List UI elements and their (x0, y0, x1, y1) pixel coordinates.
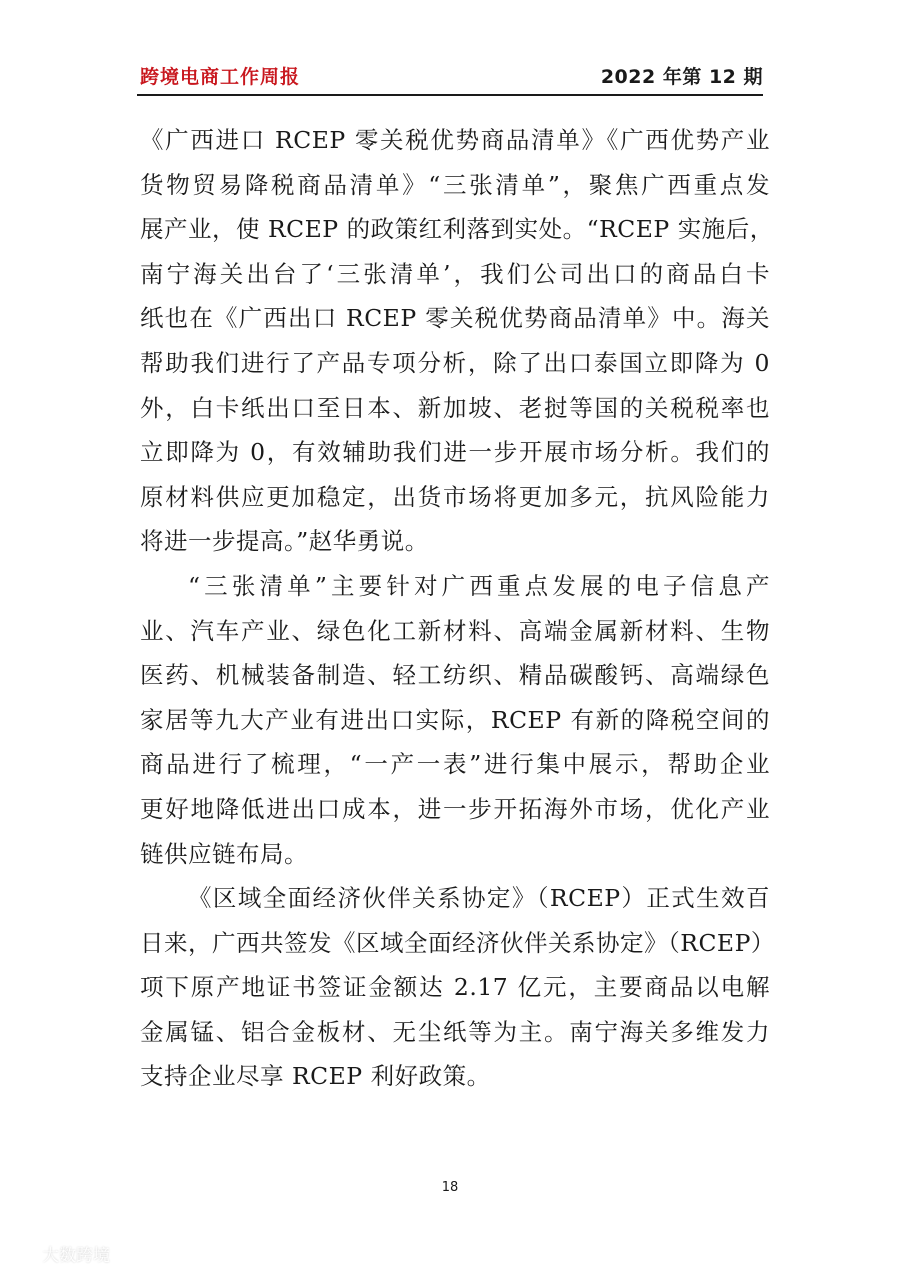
text-line: 外，白卡纸出口至日本、新加坡、老挝等国的关税税率也 (140, 393, 770, 422)
text-line: 货物贸易降税商品清单》“三张清单”，聚焦广西重点发 (140, 170, 770, 199)
text-line: 将进一步提高。”赵华勇说。 (140, 527, 429, 556)
page-number: 18 (441, 1180, 459, 1195)
text-line: 帮助我们进行了产品专项分析，除了出口泰国立即降为 0 (140, 348, 770, 377)
text-line: 《区域全面经济伙伴关系协定》（RCEP）正式生效百 (188, 884, 770, 913)
text-line: 医药、机械装备制造、轻工纺织、精品碳酸钙、高端绿色 (140, 661, 770, 690)
text-line: 链供应链布局。 (140, 839, 308, 868)
watermark-text: 大数跨境 (42, 1246, 110, 1266)
text-line: 南宁海关出台了‘三张清单’，我们公司出口的商品白卡 (140, 259, 770, 288)
publication-title: 跨境电商工作周报 (140, 66, 301, 88)
text-line: “三张清单”主要针对广西重点发展的电子信息产 (188, 571, 770, 600)
wechat-logo-icon (8, 1243, 38, 1265)
text-line: 项下原产地证书签证金额达 2.17 亿元，主要商品以电解 (140, 973, 770, 1002)
text-line: 《广西进口 RCEP 零关税优势商品清单》《广西优势产业 (140, 126, 770, 154)
text-line: 支持企业尽享 RCEP 利好政策。 (140, 1062, 491, 1091)
text-line: 家居等九大产业有进出口实际，RCEP 有新的降税空间的 (140, 705, 770, 734)
watermark (8, 1241, 110, 1266)
text-line: 商品进行了梳理，“一产一表”进行集中展示，帮助企业 (140, 750, 770, 779)
header-divider (137, 94, 763, 96)
text-line: 金属锰、铝合金板材、无尘纸等为主。南宁海关多维发力 (140, 1017, 770, 1046)
text-line: 纸也在《广西出口 RCEP 零关税优势商品清单》中。海关 (140, 304, 770, 333)
article-body (140, 118, 775, 1099)
text-line: 日来，广西共签发《区域全面经济伙伴关系协定》（RCEP） (140, 928, 775, 957)
text-line: 展产业，使 RCEP 的政策红利落到实处。“RCEP 实施后， (140, 215, 774, 244)
text-line: 更好地降低进出口成本，进一步开拓海外市场，优化产业 (140, 794, 770, 823)
issue-number: 2022 年第 12 期 (600, 66, 763, 88)
text-line: 原材料供应更加稳定，出货市场将更加多元，抗风险能力 (140, 482, 770, 511)
text-line: 立即降为 0，有效辅助我们进一步开展市场分析。我们的 (140, 438, 770, 467)
text-line: 业、汽车产业、绿色化工新材料、高端金属新材料、生物 (140, 616, 770, 645)
